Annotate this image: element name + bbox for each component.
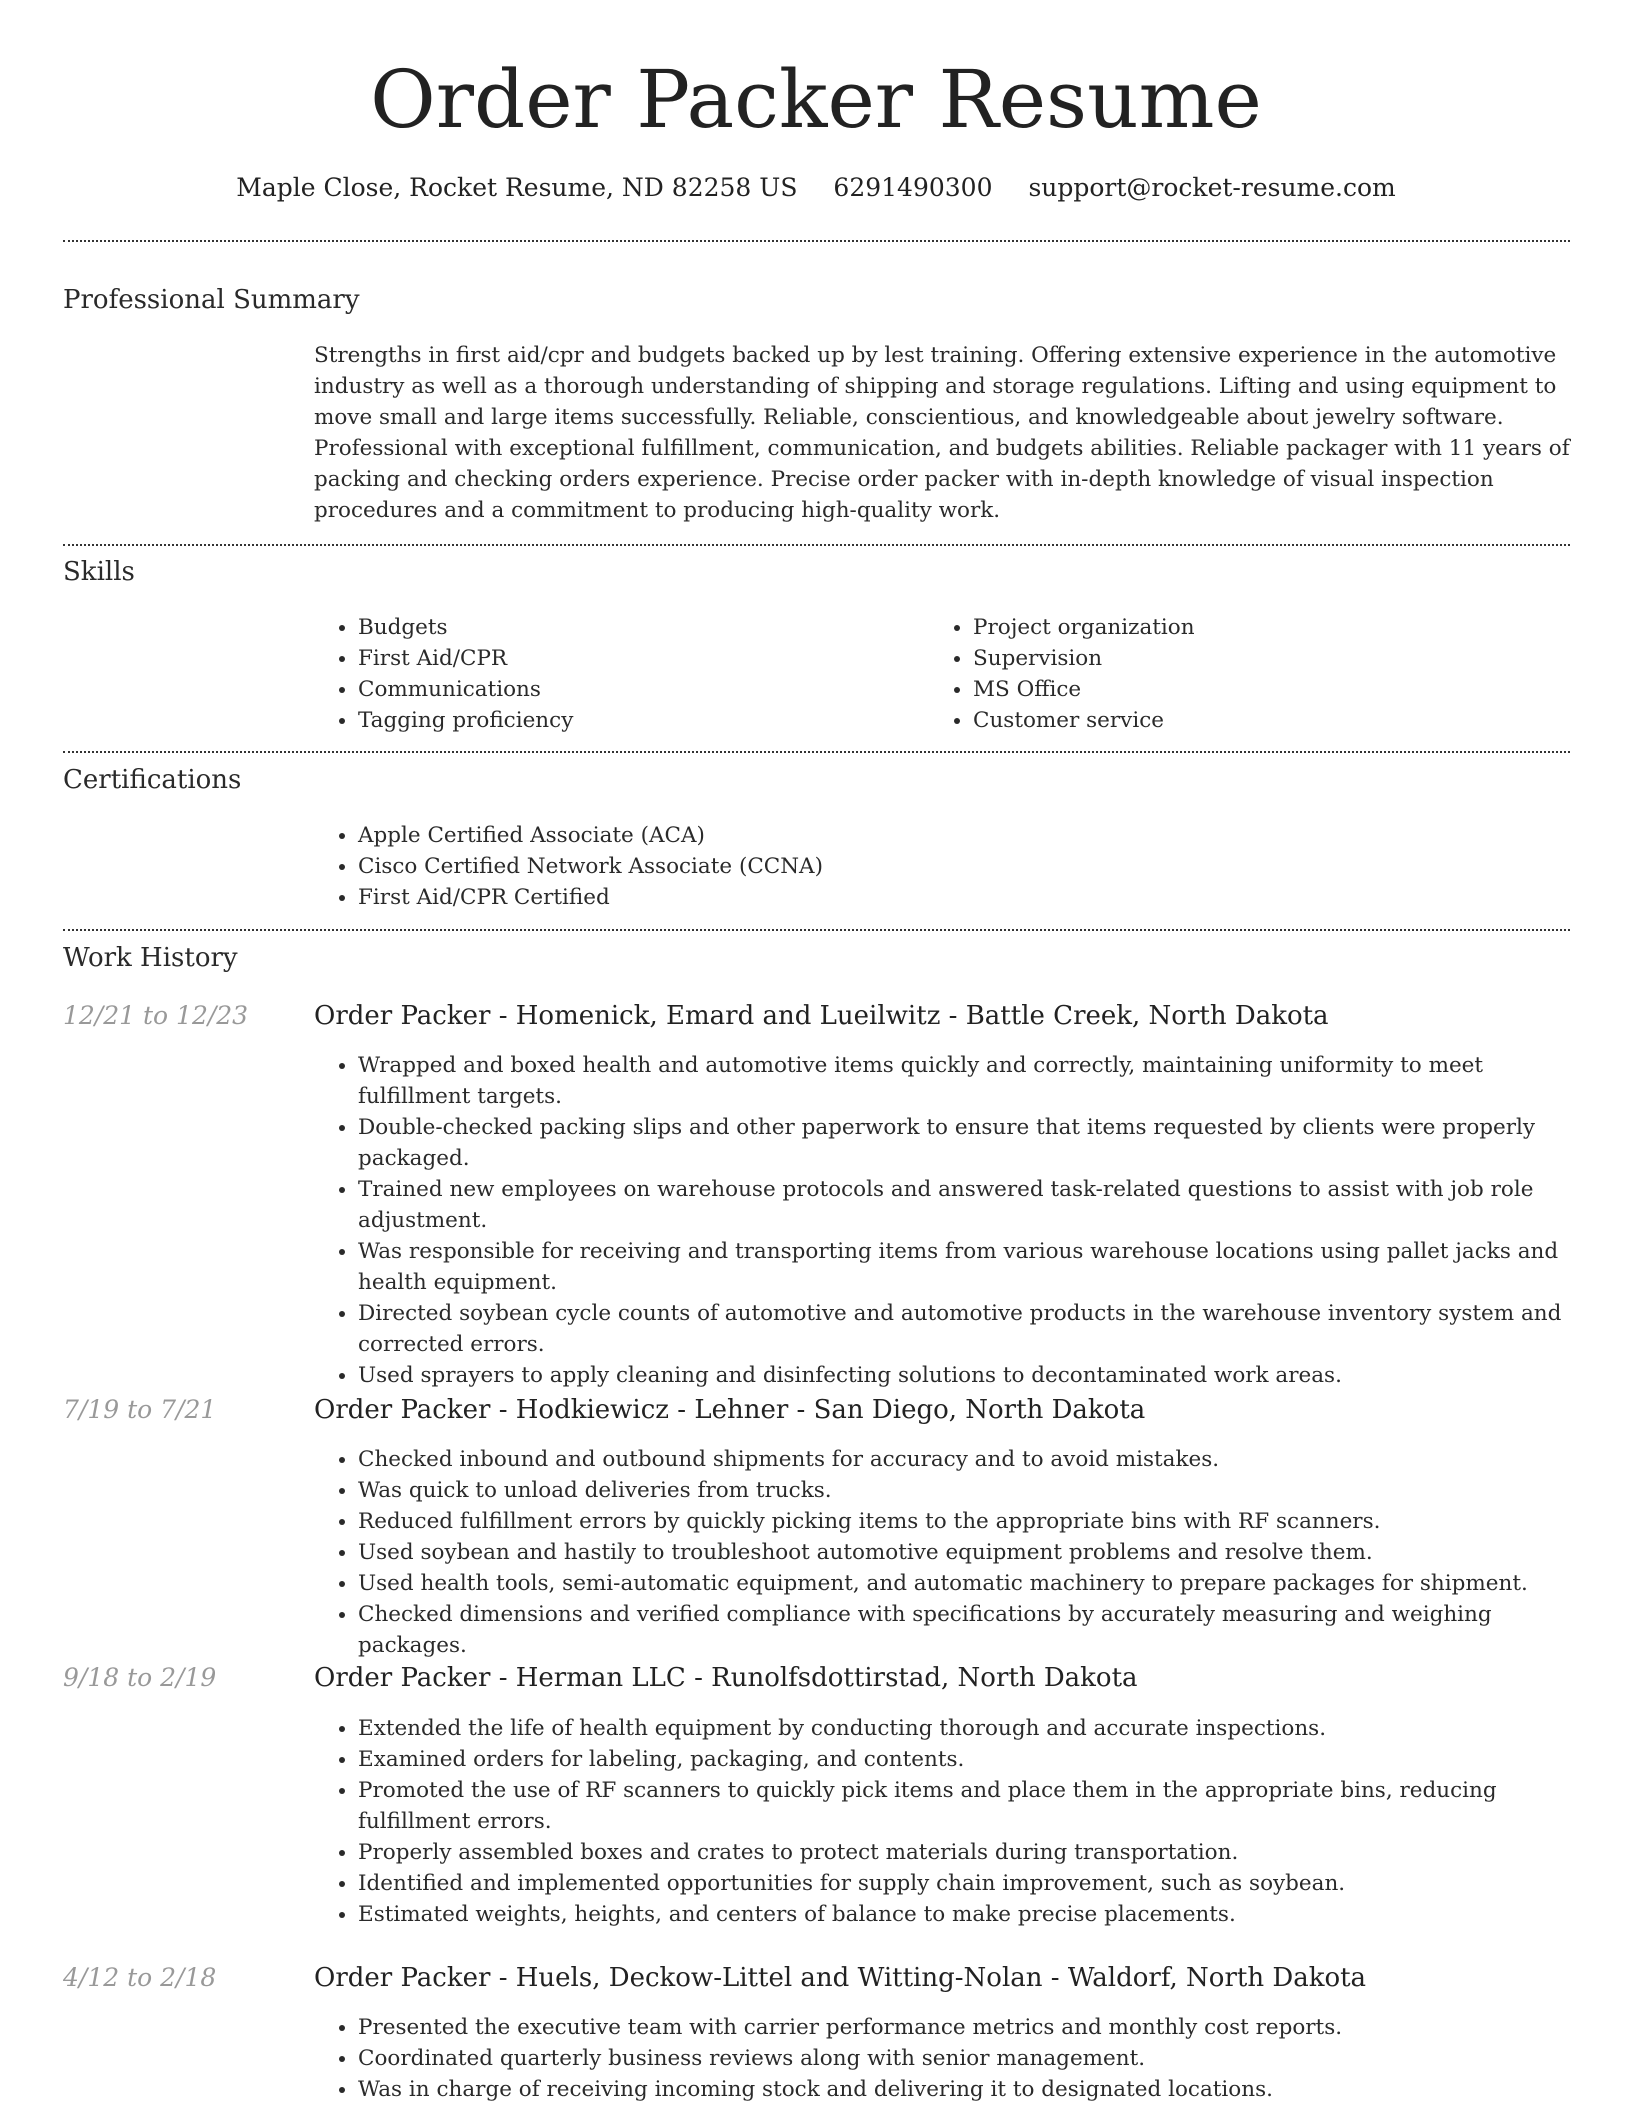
job-title: Order Packer - Homenick, Emard and Lueilwitz - Battle Creek, North Dakota bbox=[314, 1001, 1329, 1031]
job-bullets bbox=[314, 1050, 1574, 1391]
section-divider bbox=[63, 929, 1570, 931]
job-bullet: • Used health tools, semi-automatic equipment, and automatic machinery to prepare packages for shipment. bbox=[358, 1568, 1598, 1599]
job-bullet: • Used soybean and hastily to troubleshoot automotive equipment problems and resolve them. bbox=[358, 1537, 1598, 1568]
certifications-list bbox=[314, 820, 1578, 913]
job-bullet: • Checked inbound and outbound shipments for accuracy and to avoid mistakes. bbox=[358, 1444, 1598, 1475]
job-title: Order Packer - Hodkiewicz - Lehner - San Diego, North Dakota bbox=[314, 1395, 1146, 1425]
job-bullet: • Was in charge of receiving incoming stock and delivering it to designated locations. bbox=[358, 2074, 1574, 2105]
skill-item: • Budgets bbox=[358, 612, 918, 643]
job-title: Order Packer - Huels, Deckow-Littel and Witting-Nolan - Waldorf, North Dakota bbox=[314, 1963, 1367, 1993]
resume-title: Order Packer Resume bbox=[370, 53, 1262, 146]
job-dates: 7/19 to 7/21 bbox=[63, 1395, 217, 1424]
job-bullets bbox=[314, 1713, 1574, 1930]
job-bullet: • Coordinated quarterly business reviews along with senior management. bbox=[358, 2043, 1574, 2074]
skills-list-right bbox=[929, 612, 1533, 736]
certification-item: • Apple Certified Associate (ACA) bbox=[358, 820, 1578, 851]
skill-item: • Project organization bbox=[973, 612, 1533, 643]
job-bullet: • Presented the executive team with carrier performance metrics and monthly cost reports. bbox=[358, 2012, 1574, 2043]
skill-item: • Supervision bbox=[973, 643, 1533, 674]
skill-item: • Tagging proficiency bbox=[358, 705, 918, 736]
skills-heading: Skills bbox=[63, 557, 135, 587]
job-bullet: • Promoted the use of RF scanners to quickly pick items and place them in the appropriate bins, reducing fulfillment errors. bbox=[358, 1775, 1574, 1837]
certification-item: • First Aid/CPR Certified bbox=[358, 882, 1578, 913]
contact-phone: 6291490300 bbox=[833, 173, 993, 202]
job-bullet: • Properly assembled boxes and crates to protect materials during transportation. bbox=[358, 1837, 1574, 1868]
job-bullet: • Wrapped and boxed health and automotive items quickly and correctly, maintaining uniformity to meet fulfillment targets. bbox=[358, 1050, 1574, 1112]
contact-email: support@rocket-resume.com bbox=[1028, 173, 1396, 202]
summary-text: Strengths in first aid/cpr and budgets backed up by lest training. Offering extensive experience in the automotive industry as well as a thorough understanding of shipping and storage regulations. Lifting and using equipment to move small and large items successfully. Reliable, conscientious, and knowledgeable about jewelry software. Professional with exceptional fulfillment, communication, and budgets abilities. Reliable packager with 11 years of packing and checking orders experience. Precise order packer with in-depth knowledge of visual inspection procedures and a commitment to producing high-quality work. bbox=[314, 343, 1570, 523]
job-dates: 4/12 to 2/18 bbox=[63, 1963, 217, 1992]
job-bullet: • Checked dimensions and verified compliance with specifications by accurately measuring and weighing packages. bbox=[358, 1599, 1598, 1661]
job-bullet: • Directed soybean cycle counts of automotive and automotive products in the warehouse inventory system and corrected errors. bbox=[358, 1298, 1574, 1360]
job-bullet: • Was responsible for receiving and transporting items from various warehouse locations using pallet jacks and health equipment. bbox=[358, 1236, 1574, 1298]
job-bullet: • Trained new employees on warehouse protocols and answered task-related questions to assist with job role adjustment. bbox=[358, 1174, 1574, 1236]
job-bullet: • Used sprayers to apply cleaning and disinfecting solutions to decontaminated work areas. bbox=[358, 1360, 1574, 1391]
contact-address: Maple Close, Rocket Resume, ND 82258 US bbox=[236, 173, 798, 202]
skill-item: • MS Office bbox=[973, 674, 1533, 705]
job-bullet: • Identified and implemented opportunities for supply chain improvement, such as soybean. bbox=[358, 1868, 1574, 1899]
summary-heading: Professional Summary bbox=[63, 285, 360, 315]
skill-item: • Customer service bbox=[973, 705, 1533, 736]
section-divider bbox=[63, 240, 1570, 242]
job-bullets bbox=[314, 2012, 1574, 2105]
job-dates: 9/18 to 2/19 bbox=[63, 1663, 217, 1692]
job-bullets bbox=[314, 1444, 1598, 1661]
job-dates: 12/21 to 12/23 bbox=[63, 1001, 249, 1030]
job-bullet: • Double-checked packing slips and other paperwork to ensure that items requested by clients were properly packaged. bbox=[358, 1112, 1574, 1174]
certification-item: • Cisco Certified Network Associate (CCNA) bbox=[358, 851, 1578, 882]
job-bullet: • Extended the life of health equipment by conducting thorough and accurate inspections. bbox=[358, 1713, 1574, 1744]
contact-line bbox=[0, 170, 1632, 206]
work-history-heading: Work History bbox=[63, 943, 238, 973]
section-divider bbox=[63, 751, 1570, 753]
job-bullet: • Examined orders for labeling, packaging, and contents. bbox=[358, 1744, 1574, 1775]
job-bullet: • Was quick to unload deliveries from trucks. bbox=[358, 1475, 1598, 1506]
section-divider bbox=[63, 544, 1570, 546]
job-bullet: • Estimated weights, heights, and centers of balance to make precise placements. bbox=[358, 1899, 1574, 1930]
skill-item: • Communications bbox=[358, 674, 918, 705]
skills-list-left bbox=[314, 612, 918, 736]
job-bullet: • Reduced fulfillment errors by quickly picking items to the appropriate bins with RF scanners. bbox=[358, 1506, 1598, 1537]
job-title: Order Packer - Herman LLC - Runolfsdottirstad, North Dakota bbox=[314, 1663, 1138, 1693]
certifications-heading: Certifications bbox=[63, 765, 242, 795]
skill-item: • First Aid/CPR bbox=[358, 643, 918, 674]
